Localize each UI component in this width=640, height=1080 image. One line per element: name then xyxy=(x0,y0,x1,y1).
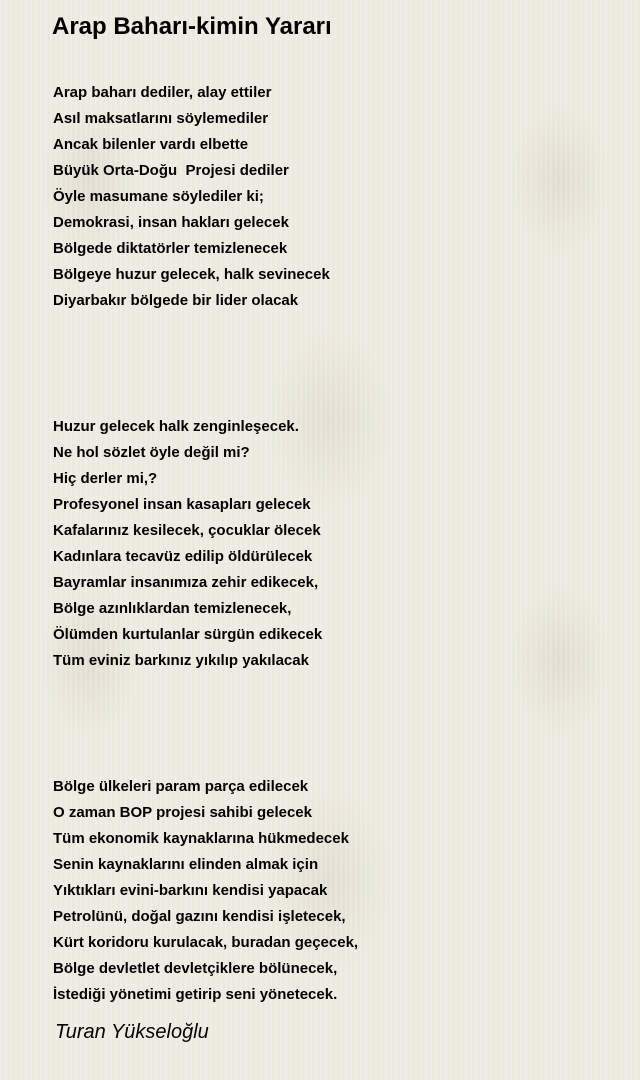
poem-line: Asıl maksatlarını söylemediler xyxy=(53,110,269,127)
poem-title: Arap Baharı-kimin Yararı xyxy=(52,13,332,40)
poem-line: Diyarbakır bölgede bir lider olacak xyxy=(53,292,299,309)
poem-line: Bölge ülkeleri param parça edilecek xyxy=(53,778,309,795)
poem-line: Hiç derler mi,? xyxy=(53,470,158,487)
poem-line: Demokrasi, insan hakları gelecek xyxy=(53,214,289,231)
poem-line: Bölge devletlet devletçiklere bölünecek, xyxy=(53,960,338,977)
poem-line: Senin kaynaklarını elinden almak için xyxy=(53,856,319,873)
poem-line: Bölgeye huzur gelecek, halk sevinecek xyxy=(53,266,330,283)
poem-line: Arap baharı dediler, alay ettiler xyxy=(53,84,272,101)
poem-line: Tüm eviniz barkınız yıkılıp yakılacak xyxy=(53,652,309,669)
poem-line: Bayramlar insanımıza zehir edikecek, xyxy=(53,574,319,591)
poem-line: Kürt koridoru kurulacak, buradan geçecek, xyxy=(53,934,359,951)
poem-line: Bölgede diktatörler temizlenecek xyxy=(53,240,288,257)
poem-line: Tüm ekonomik kaynaklarına hükmedecek xyxy=(53,830,349,847)
poem-line: Ölümden kurtulanlar sürgün edikecek xyxy=(53,626,323,643)
poem-author: Turan Yükseloğlu xyxy=(55,1021,209,1043)
poem-line: Öyle masumane söylediler ki; xyxy=(53,188,264,205)
poem-line: Profesyonel insan kasapları gelecek xyxy=(53,496,311,513)
poem-line: Kafalarınız kesilecek, çocuklar ölecek xyxy=(53,522,321,539)
poem-line: Ne hol sözlet öyle değil mi? xyxy=(53,444,250,461)
poem-line: O zaman BOP projesi sahibi gelecek xyxy=(53,804,312,821)
poem-line: Yıktıkları evini-barkını kendisi yapacak xyxy=(53,882,328,899)
poem-line: Ancak bilenler vardı elbette xyxy=(53,136,249,153)
poem-line: Kadınlara tecavüz edilip öldürülecek xyxy=(53,548,313,565)
stanza-2 xyxy=(53,414,322,674)
poem-line: Petrolünü, doğal gazını kendisi işletecek, xyxy=(53,908,346,925)
stanza-1 xyxy=(53,80,330,314)
stanza-3 xyxy=(53,774,358,1008)
poem-line: Bölge azınlıklardan temizlenecek, xyxy=(53,600,292,617)
poem-line: İstediği yönetimi getirip seni yönetecek. xyxy=(53,986,338,1003)
poem-line: Huzur gelecek halk zenginleşecek. xyxy=(53,418,299,435)
poem-line: Büyük Orta-Doğu Projesi dediler xyxy=(53,162,289,179)
